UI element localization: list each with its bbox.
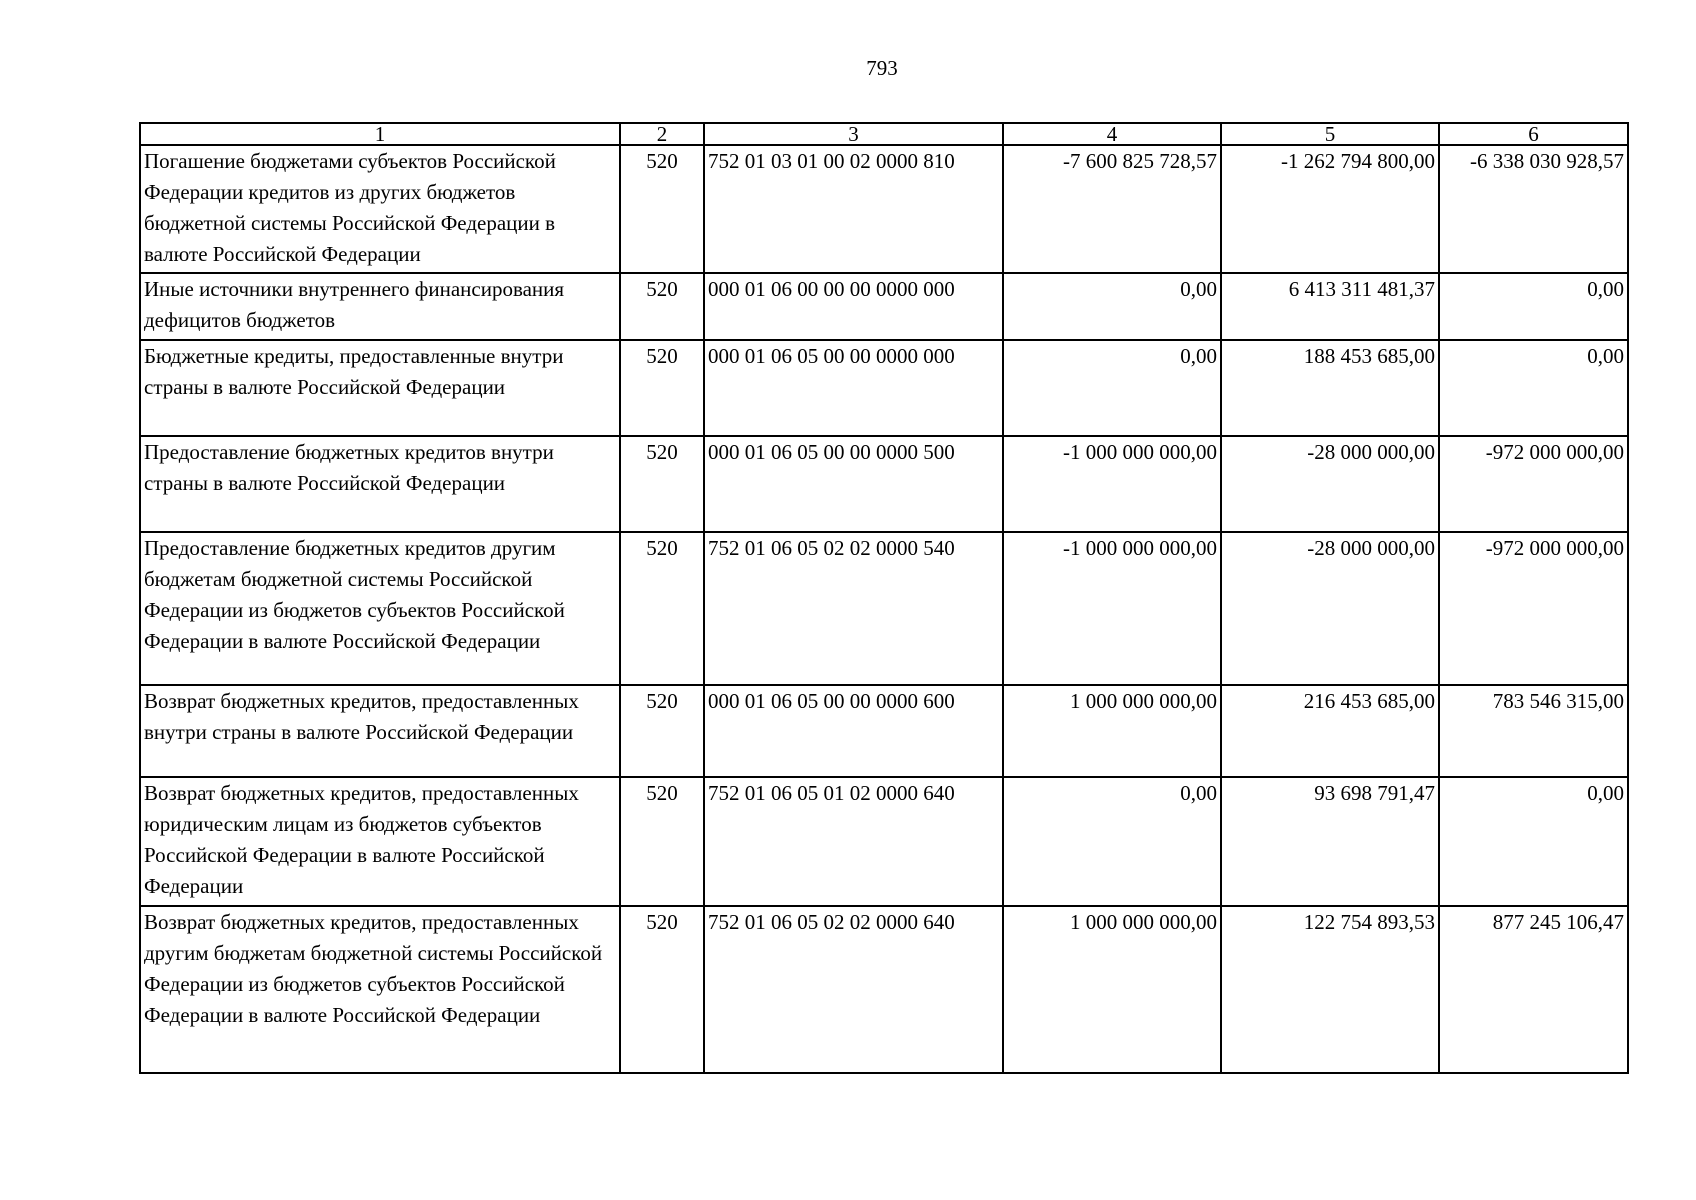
table-row: [140, 340, 1628, 436]
row-value-col5: -28 000 000,00: [1221, 436, 1439, 532]
row-line-code: 520: [620, 145, 704, 273]
row-value-col5: 188 453 685,00: [1221, 340, 1439, 436]
table-row: [140, 777, 1628, 906]
row-value-col4: 0,00: [1003, 340, 1221, 436]
row-value-col6: 0,00: [1439, 273, 1628, 340]
table-row: [140, 436, 1628, 532]
row-name: Предоставление бюджетных кредитов внутри страны в валюте Российской Федерации: [140, 436, 620, 532]
budget-sources-table: [139, 122, 1629, 1074]
row-value-col6: 0,00: [1439, 777, 1628, 906]
row-name: Возврат бюджетных кредитов, предоставленных другим бюджетам бюджетной системы Российской Федерации из бюджетов субъектов Российской Федерации в валюте Российской Федерации: [140, 906, 620, 1073]
row-value-col6: -6 338 030 928,57: [1439, 145, 1628, 273]
row-line-code: 520: [620, 532, 704, 685]
row-value-col4: 1 000 000 000,00: [1003, 685, 1221, 777]
row-value-col6: -972 000 000,00: [1439, 532, 1628, 685]
page-number: 793: [866, 56, 898, 80]
row-line-code: 520: [620, 685, 704, 777]
row-name: Возврат бюджетных кредитов, предоставленных внутри страны в валюте Российской Федерации: [140, 685, 620, 777]
row-value-col6: 877 245 106,47: [1439, 906, 1628, 1073]
column-number-4: 4: [1003, 123, 1221, 145]
row-value-col5: 6 413 311 481,37: [1221, 273, 1439, 340]
row-name: Возврат бюджетных кредитов, предоставленных юридическим лицам из бюджетов субъектов Российской Федерации в валюте Российской Федерации: [140, 777, 620, 906]
row-name: Предоставление бюджетных кредитов другим бюджетам бюджетной системы Российской Федерации из бюджетов субъектов Российской Федерации в валюте Российской Федерации: [140, 532, 620, 685]
column-number-3: 3: [704, 123, 1003, 145]
row-value-col5: 122 754 893,53: [1221, 906, 1439, 1073]
row-value-col6: 783 546 315,00: [1439, 685, 1628, 777]
row-line-code: 520: [620, 273, 704, 340]
row-name: Иные источники внутреннего финансирования дефицитов бюджетов: [140, 273, 620, 340]
row-budget-code: 000 01 06 05 00 00 0000 600: [704, 685, 1003, 777]
row-budget-code: 752 01 06 05 01 02 0000 640: [704, 777, 1003, 906]
row-budget-code: 000 01 06 05 00 00 0000 500: [704, 436, 1003, 532]
row-value-col5: -28 000 000,00: [1221, 532, 1439, 685]
row-line-code: 520: [620, 436, 704, 532]
table-row: [140, 273, 1628, 340]
row-value-col5: 93 698 791,47: [1221, 777, 1439, 906]
row-value-col6: 0,00: [1439, 340, 1628, 436]
row-value-col5: 216 453 685,00: [1221, 685, 1439, 777]
column-number-2: 2: [620, 123, 704, 145]
table-row: [140, 685, 1628, 777]
row-line-code: 520: [620, 777, 704, 906]
row-value-col4: -7 600 825 728,57: [1003, 145, 1221, 273]
row-value-col4: -1 000 000 000,00: [1003, 532, 1221, 685]
column-number-5: 5: [1221, 123, 1439, 145]
row-value-col4: -1 000 000 000,00: [1003, 436, 1221, 532]
table-row: [140, 532, 1628, 685]
row-budget-code: 752 01 03 01 00 02 0000 810: [704, 145, 1003, 273]
row-value-col6: -972 000 000,00: [1439, 436, 1628, 532]
row-name: Погашение бюджетами субъектов Российской Федерации кредитов из других бюджетов бюджетной системы Российской Федерации в валюте Российской Федерации: [140, 145, 620, 273]
row-line-code: 520: [620, 906, 704, 1073]
table-row: [140, 906, 1628, 1073]
row-budget-code: 752 01 06 05 02 02 0000 540: [704, 532, 1003, 685]
table-header-row: [140, 123, 1628, 145]
row-value-col4: 0,00: [1003, 273, 1221, 340]
row-value-col4: 0,00: [1003, 777, 1221, 906]
row-value-col5: -1 262 794 800,00: [1221, 145, 1439, 273]
column-number-6: 6: [1439, 123, 1628, 145]
row-name: Бюджетные кредиты, предоставленные внутри страны в валюте Российской Федерации: [140, 340, 620, 436]
row-value-col4: 1 000 000 000,00: [1003, 906, 1221, 1073]
row-budget-code: 000 01 06 00 00 00 0000 000: [704, 273, 1003, 340]
table-row: [140, 145, 1628, 273]
column-number-1: 1: [140, 123, 620, 145]
row-budget-code: 000 01 06 05 00 00 0000 000: [704, 340, 1003, 436]
row-budget-code: 752 01 06 05 02 02 0000 640: [704, 906, 1003, 1073]
row-line-code: 520: [620, 340, 704, 436]
